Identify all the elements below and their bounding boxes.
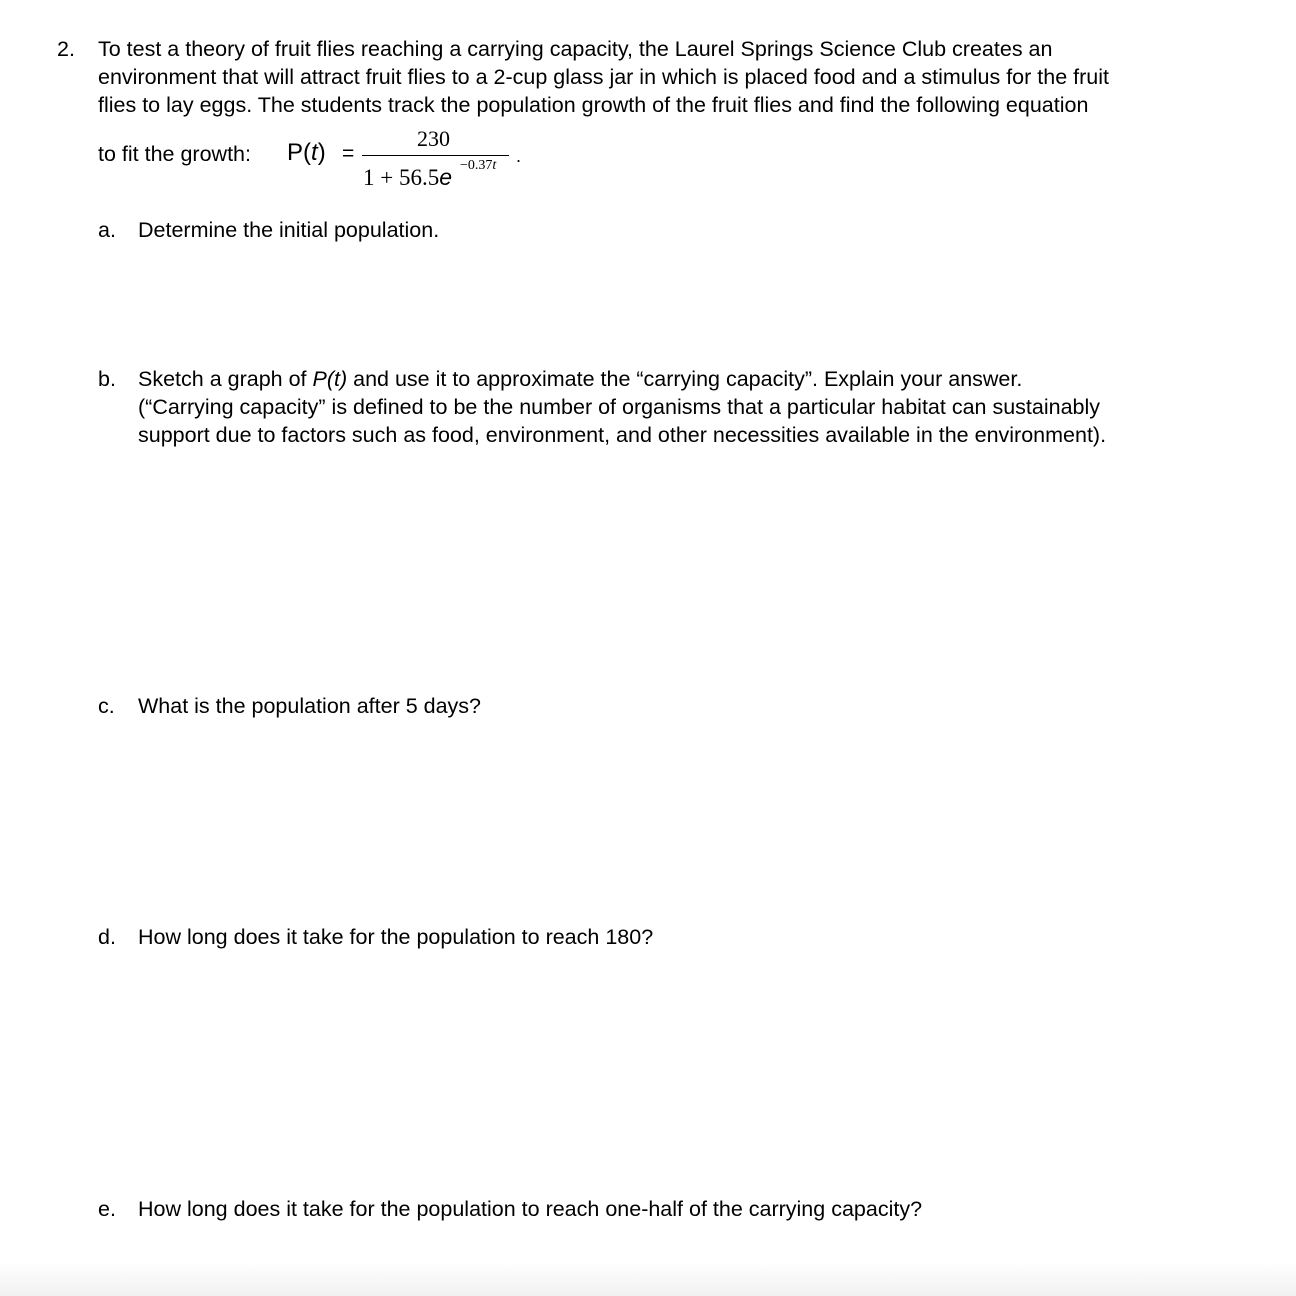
part-c-text: What is the population after 5 days? (138, 694, 482, 718)
part-d-letter: d. (98, 925, 116, 949)
part-d-text: How long does it take for the population to reach 180? (138, 925, 654, 949)
question-intro-line-2: environment that will attract fruit flies to a 2-cup glass jar in which is placed food and a stimulus for the fruit (98, 65, 1109, 89)
part-b-line-1 (138, 367, 1022, 392)
part-a-text: Determine the initial population. (138, 218, 440, 242)
part-b-letter: b. (98, 367, 116, 391)
formula-denominator-e: e (439, 164, 453, 190)
fit-label: to fit the growth: (98, 142, 251, 166)
formula-fraction-bar (362, 155, 509, 156)
formula-exponent-var: t (492, 158, 497, 173)
part-b-line-1-post: and use it to approximate the “carrying capacity”. Explain your answer. (347, 367, 1023, 391)
page-bottom-edge (0, 1262, 1296, 1296)
part-c-letter: c. (98, 694, 115, 718)
formula-trailing-period: . (516, 146, 522, 166)
part-b-line-2: (“Carrying capacity” is defined to be the number of organisms that a particular habitat can sustainably (138, 395, 1101, 419)
formula-lhs (287, 139, 326, 167)
formula-denominator-constant: 1 + 56.5 (363, 165, 440, 190)
question-intro-line-1: To test a theory of fruit flies reaching a carrying capacity, the Laurel Springs Science Club creates an (98, 37, 1053, 61)
question-intro-line-3: flies to lay eggs. The students track the population growth of the fruit flies and find the following equation (98, 93, 1089, 117)
part-b-line-1-pre: Sketch a graph of (138, 367, 313, 391)
formula-exponent (460, 158, 496, 174)
growth-formula (287, 124, 527, 194)
part-e-text: How long does it take for the population to reach one-half of the carrying capacity? (138, 1197, 923, 1221)
part-b-line-3: support due to factors such as food, environment, and other necessities available in the environment). (138, 423, 1107, 447)
formula-equals: = (342, 142, 355, 165)
part-b-line-1-function: P(t) (312, 367, 348, 391)
formula-lhs-letter: P (287, 139, 304, 166)
formula-numerator: 230 (417, 126, 450, 151)
formula-exponent-value: −0.37 (460, 158, 493, 173)
formula-denominator (363, 164, 452, 191)
formula-lhs-paren: (t) (303, 139, 326, 166)
question-number: 2. (57, 37, 75, 61)
part-a-letter: a. (98, 218, 116, 242)
part-e-letter: e. (98, 1197, 116, 1221)
